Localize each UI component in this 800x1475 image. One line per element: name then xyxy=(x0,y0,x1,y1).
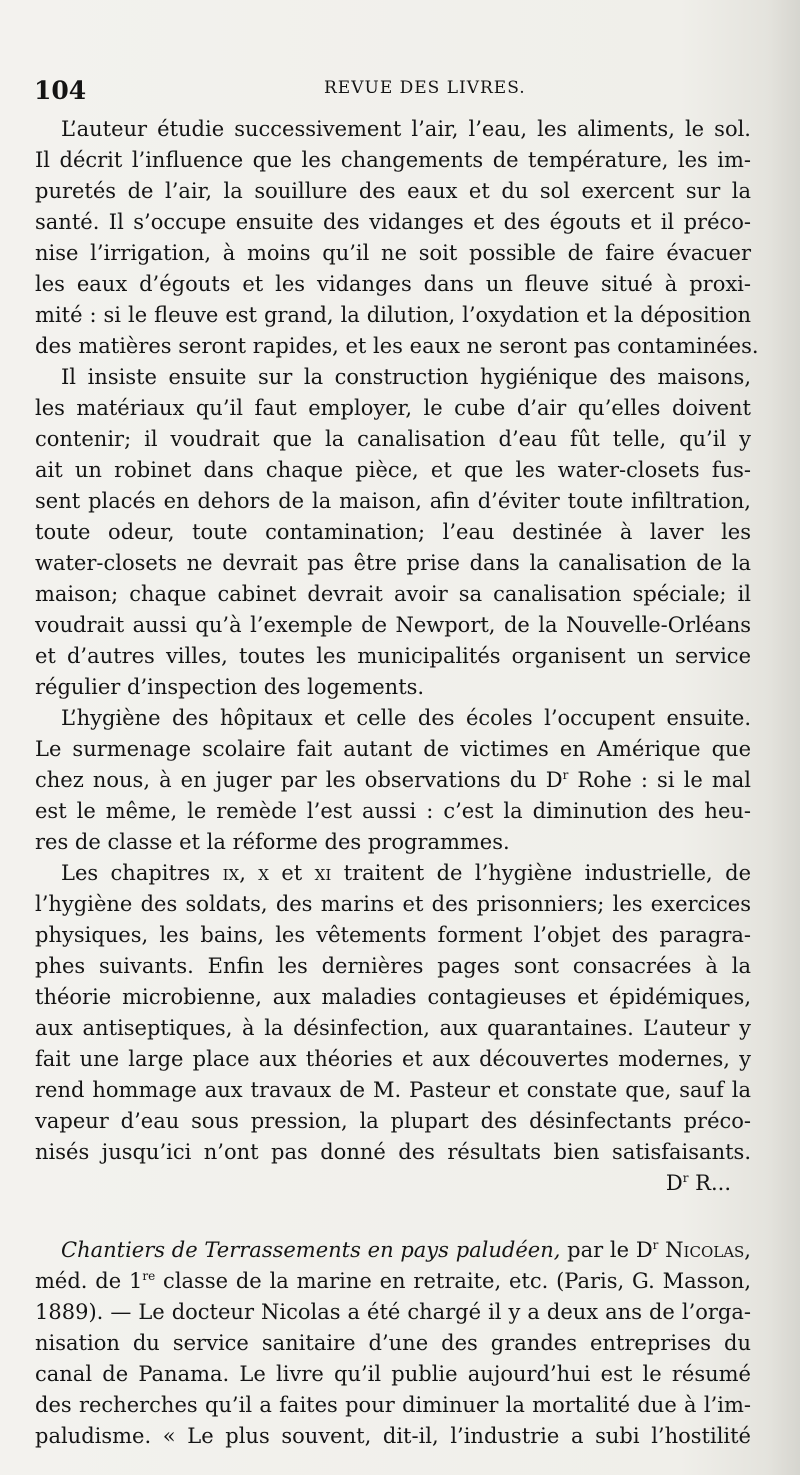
author-name: Nicolas, xyxy=(658,1238,751,1262)
superscript: r xyxy=(652,1238,659,1252)
text-line: canal de Panama. Le livre qu’il publie aujourd’hui est le résumé xyxy=(35,1362,751,1386)
paragraph xyxy=(35,858,751,1199)
text-segment: traitent de l’hygiène industrielle, de xyxy=(331,861,752,885)
text-line: des matières seront rapides, et les eaux ne seront pas contaminées. xyxy=(35,334,759,358)
book-review-entry xyxy=(35,1235,751,1452)
page-number: 104 xyxy=(34,76,87,105)
text-line xyxy=(35,1235,751,1266)
text-line: Il insiste ensuite sur la construction hygiénique des maisons, xyxy=(61,365,751,389)
text-segment: par le D xyxy=(560,1238,653,1262)
text-line: des recherches qu’il a faites pour diminuer la mortalité due à l’im- xyxy=(35,1393,751,1417)
text-line: rend hommage aux travaux de M. Pasteur et constate que, sauf la xyxy=(35,1078,751,1102)
text-segment: D xyxy=(665,1171,683,1195)
text-line: res de classe et la réforme des programmes. xyxy=(35,830,510,854)
text-segment: Les chapitres xyxy=(61,861,223,885)
text-line: Le surmenage scolaire fait autant de victimes en Amérique que xyxy=(35,737,751,761)
text-segment: chez nous, à en juger par les observations du D xyxy=(35,768,563,792)
text-segment: Rohe : si le mal xyxy=(568,768,751,792)
text-line: 1889). — Le docteur Nicolas a été chargé il y a deux ans de l’orga- xyxy=(35,1300,751,1324)
text-line: toute odeur, toute contamination; l’eau destinée à laver les xyxy=(35,520,751,544)
text-line: est le même, le remède l’est aussi : c’est la diminution des heu- xyxy=(35,799,751,823)
text-segment: et xyxy=(268,861,315,885)
text-line: L’hygiène des hôpitaux et celle des écoles l’occupent ensuite. xyxy=(61,706,751,730)
text-line: phes suivants. Enfin les dernières pages sont consacrées à la xyxy=(35,954,751,978)
text-line: Il décrit l’influence que les changements de température, les im- xyxy=(35,148,751,172)
text-segment: R... xyxy=(688,1171,731,1195)
text-line: théorie microbienne, aux maladies contagieuses et épidémiques, xyxy=(35,985,751,1009)
paragraph xyxy=(35,114,759,362)
reviewer-signature xyxy=(35,1168,751,1199)
text-line: les eaux d’égouts et les vidanges dans un fleuve situé à proxi- xyxy=(35,272,751,296)
text-line: et d’autres villes, toutes les municipalités organisent un service xyxy=(35,644,751,668)
text-line: ait un robinet dans chaque pièce, et que les water-closets fus- xyxy=(35,458,751,482)
text-line xyxy=(35,1266,751,1297)
text-line: nisation du service sanitaire d’une des grandes entreprises du xyxy=(35,1331,751,1355)
paragraph xyxy=(35,362,751,703)
text-line: voudrait aussi qu’à l’exemple de Newport, de la Nouvelle-Orléans xyxy=(35,613,751,637)
text-line: water-closets ne devrait pas être prise dans la canalisation de la xyxy=(35,551,751,575)
text-segment: classe de la marine en retraite, etc. (Paris, G. Masson, xyxy=(155,1269,752,1293)
superscript: re xyxy=(142,1269,156,1283)
text-line: physiques, les bains, les vêtements forment l’objet des paragra- xyxy=(35,923,751,947)
book-title: Chantiers de Terrassements en pays paludéen, xyxy=(61,1238,561,1262)
running-head: REVUE DES LIVRES. xyxy=(324,78,526,98)
text-line: L’auteur étudie successivement l’air, l’eau, les aliments, le sol. xyxy=(61,117,751,141)
superscript: r xyxy=(562,768,569,782)
text-line: les matériaux qu’il faut employer, le cube d’air qu’elles doivent xyxy=(35,396,751,420)
text-line: maison; chaque cabinet devrait avoir sa canalisation spéciale; il xyxy=(35,582,751,606)
text-line: régulier d’inspection des logements. xyxy=(35,675,425,699)
text-segment: méd. de 1 xyxy=(35,1269,143,1293)
text-line: vapeur d’eau sous pression, la plupart des désinfectants préco- xyxy=(35,1109,751,1133)
page-header xyxy=(34,72,754,106)
text-line: fait une large place aux théories et aux découvertes modernes, y xyxy=(35,1047,751,1071)
text-line: puretés de l’air, la souillure des eaux et du sol exercent sur la xyxy=(35,179,751,203)
section-gap xyxy=(35,1199,751,1235)
roman-numeral: ix, x xyxy=(222,861,269,885)
text-line: aux antiseptiques, à la désinfection, aux quarantaines. L’auteur y xyxy=(35,1016,751,1040)
roman-numeral: xi xyxy=(314,861,332,885)
body-text xyxy=(35,114,759,1452)
text-line: sent placés en dehors de la maison, afin d’éviter toute infiltration, xyxy=(35,489,751,513)
text-line xyxy=(35,765,751,796)
text-line: contenir; il voudrait que la canalisation d’eau fût telle, qu’il y xyxy=(35,427,751,451)
paragraph xyxy=(35,703,751,858)
text-line: paludisme. « Le plus souvent, dit-il, l’industrie a subi l’hostilité xyxy=(35,1424,751,1448)
superscript: r xyxy=(682,1171,689,1185)
text-line: nisés jusqu’ici n’ont pas donné des résultats bien satisfaisants. xyxy=(35,1140,751,1164)
text-line xyxy=(35,858,751,889)
text-line: l’hygiène des soldats, des marins et des prisonniers; les exercices xyxy=(35,892,751,916)
text-line: mité : si le fleuve est grand, la dilution, l’oxydation et la déposition xyxy=(35,303,751,327)
text-line: santé. Il s’occupe ensuite des vidanges et des égouts et il préco- xyxy=(35,210,751,234)
text-line: nise l’irrigation, à moins qu’il ne soit possible de faire évacuer xyxy=(35,241,751,265)
